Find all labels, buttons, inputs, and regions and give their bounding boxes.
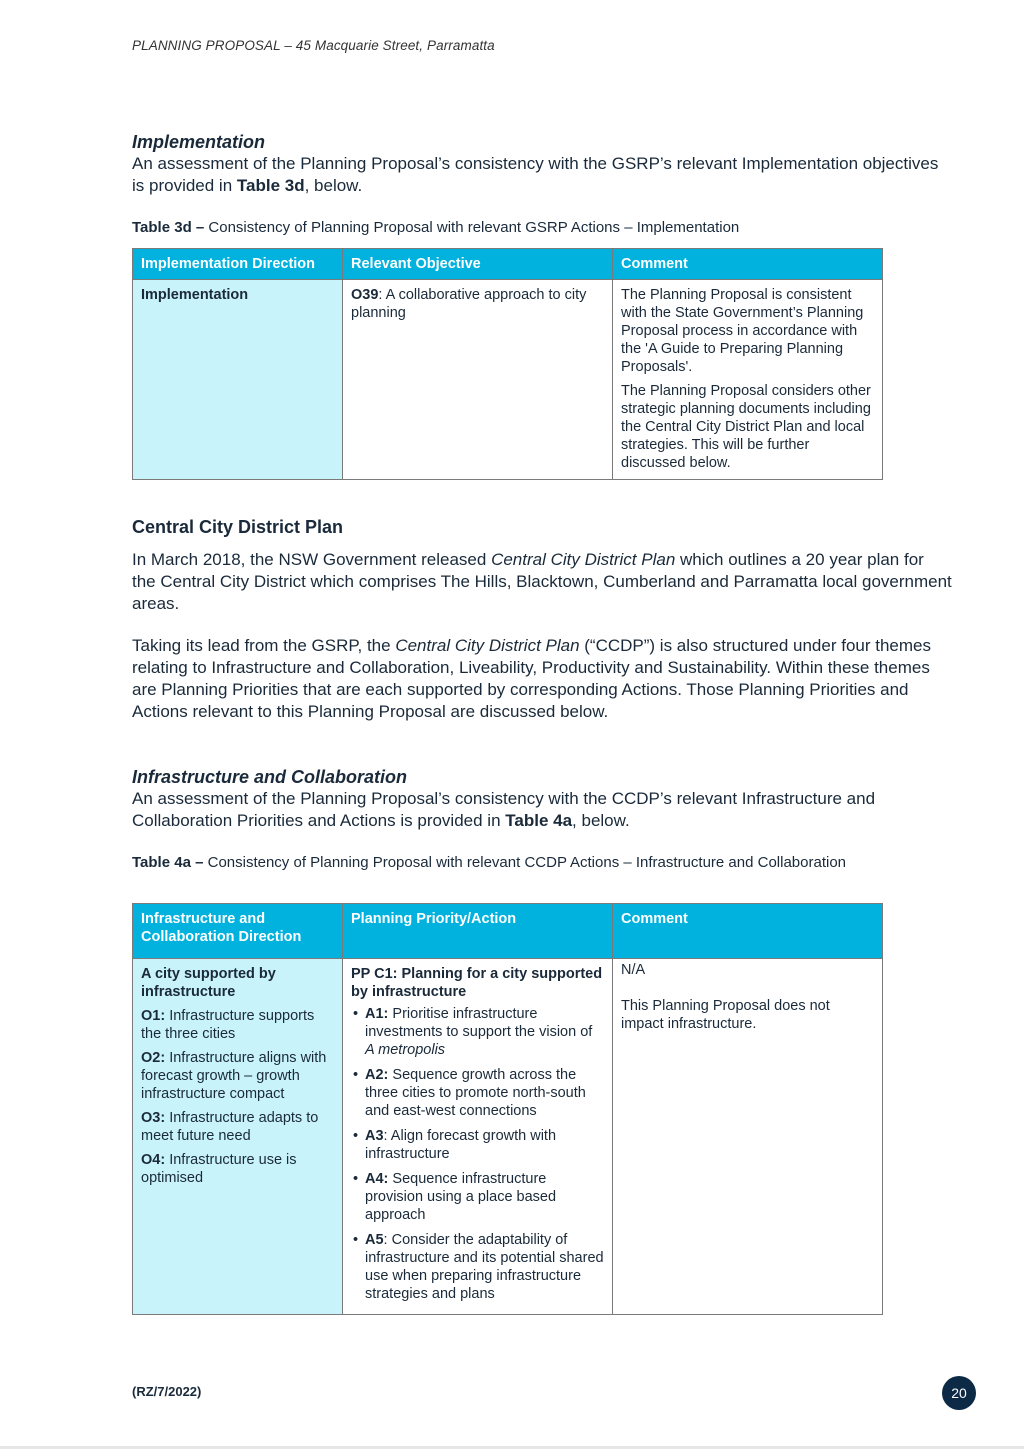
action-text: : Align forecast growth with infrastructure <box>365 1128 557 1162</box>
implementation-intro <box>132 153 952 197</box>
comment-paragraph: The Planning Proposal considers other strategic planning documents including the Central City District Plan and local strategies. This will be further discussed below. <box>621 383 871 471</box>
action-code: A1: <box>365 1006 389 1022</box>
list-item <box>365 1127 604 1163</box>
table-header-row <box>133 249 883 280</box>
comment-cell <box>613 959 883 1315</box>
direction-title <box>141 965 334 1001</box>
ccdp-paragraph-2 <box>132 635 952 722</box>
header-cell-objective: Relevant Objective <box>343 249 613 280</box>
objective-text: Infrastructure aligns with forecast growth – growth infrastructure compact <box>141 1050 327 1102</box>
ccdp-paragraph-1 <box>132 549 952 614</box>
action-code: A4: <box>365 1171 389 1187</box>
objective-text: : A collaborative approach to city planning <box>351 287 587 321</box>
objective-text: Infrastructure use is optimised <box>141 1152 297 1186</box>
caption-text: Consistency of Planning Proposal with relevant GSRP Actions – Implementation <box>204 219 740 236</box>
direction-cell <box>133 280 343 480</box>
text: In March 2018, the NSW Government released <box>132 550 492 569</box>
table-4a <box>132 903 883 1315</box>
priority-cell <box>343 959 613 1315</box>
objective-item <box>141 1109 334 1145</box>
text: which outlines a 20 year plan for the Central City District which comprises The Hills, Blacktown, Cumberland and Parramatta local government areas. <box>132 550 952 613</box>
header-cell-priority: Planning Priority/Action <box>343 904 613 959</box>
action-text: : Consider the adaptability of infrastructure and its potential shared use when preparing infrastructure strategies and plans <box>365 1232 604 1302</box>
infrastructure-section <box>132 766 952 832</box>
intro-text: An assessment of the Planning Proposal’s consistency with the GSRP’s relevant Implementation objectives is provided in <box>132 154 939 195</box>
objective-code: O1: <box>141 1008 166 1024</box>
implementation-heading: Implementation <box>132 132 266 152</box>
objective-item <box>141 1151 334 1187</box>
action-code: A5 <box>365 1232 384 1248</box>
table-reference: Table 3d <box>236 175 305 195</box>
objective-code: O3: <box>141 1110 166 1126</box>
objective-code: O4: <box>141 1152 166 1168</box>
caption-text: Consistency of Planning Proposal with relevant CCDP Actions – Infrastructure and Collaboration <box>203 854 846 871</box>
action-italic: A metropolis <box>365 1042 446 1058</box>
table-4a-caption <box>132 853 892 873</box>
intro-text-end: , below. <box>304 175 363 195</box>
running-header: PLANNING PROPOSAL – 45 Macquarie Street, Parramatta <box>132 38 495 53</box>
direction-cell <box>133 959 343 1315</box>
text: (“CCDP”) is also structured under four themes relating to Infrastructure and Collaboration, Liveability, Productivity and Sustainability. Within these themes are Planning Priorities that are each supported by corresponding Actions. Those Planning Priorities and Actions relevant to this Planning Proposal are discussed below. <box>132 636 931 721</box>
header-cell-comment: Comment <box>613 249 883 280</box>
objective-item <box>141 1007 334 1043</box>
comment-paragraph: The Planning Proposal is consistent with the State Government’s Planning Proposal process in accordance with the 'A Guide to Preparing Planning Proposals'. <box>621 287 864 375</box>
list-item <box>365 1005 604 1059</box>
ccdp-section <box>132 516 952 723</box>
objective-cell <box>343 280 613 480</box>
table-row <box>133 959 883 1315</box>
action-code: A2: <box>365 1067 389 1083</box>
comment-cell <box>613 280 883 480</box>
plan-title: Central City District Plan <box>491 550 676 569</box>
header-cell-comment: Comment <box>613 904 883 959</box>
ccdp-heading: Central City District Plan <box>132 517 344 537</box>
comment-paragraph: N/A <box>621 962 646 978</box>
action-text: Sequence growth across the three cities to promote north-south and east-west connections <box>365 1067 586 1119</box>
text: Taking its lead from the GSRP, the <box>132 636 396 656</box>
objective-item <box>141 1049 334 1103</box>
table-3d-caption <box>132 218 952 238</box>
table-reference: Table 4a <box>505 810 573 830</box>
list-item <box>365 1170 604 1224</box>
list-item <box>365 1231 604 1303</box>
objective-code: O2: <box>141 1050 166 1066</box>
document-reference: (RZ/7/2022) <box>132 1384 202 1399</box>
direction-text: Implementation <box>141 287 249 303</box>
comment-paragraph: This Planning Proposal does not impact infrastructure. <box>621 998 830 1032</box>
plan-title: Central City District Plan <box>395 636 580 656</box>
caption-label: Table 3d – <box>132 219 205 236</box>
action-text: Sequence infrastructure provision using a place based approach <box>365 1171 557 1223</box>
header-cell-direction: Infrastructure and Collaboration Direction <box>133 904 343 959</box>
action-code: A3 <box>365 1128 384 1144</box>
infrastructure-intro <box>132 788 952 832</box>
objective-text: Infrastructure adapts to meet future need <box>141 1110 319 1144</box>
table-row <box>133 280 883 480</box>
intro-text-end: , below. <box>572 810 630 830</box>
implementation-section <box>132 131 952 197</box>
objective-text: Infrastructure supports the three cities <box>141 1008 315 1042</box>
header-cell-direction: Implementation Direction <box>133 249 343 280</box>
page-number-badge: 20 <box>942 1376 976 1410</box>
list-item <box>365 1066 604 1120</box>
intro-text: An assessment of the Planning Proposal’s consistency with the CCDP’s relevant Infrastructure and Collaboration Priorities and Actions is provided in <box>132 789 876 830</box>
action-text: Prioritise infrastructure investments to support the vision of <box>365 1006 593 1040</box>
priority-title: PP C1: Planning for a city supported by infrastructure <box>351 966 603 1000</box>
direction-title-text: A city supported by infrastructure <box>141 966 276 1000</box>
table-header-row <box>133 904 883 959</box>
caption-label: Table 4a – <box>132 854 204 871</box>
objective-code: O39 <box>351 287 379 303</box>
action-list <box>351 1005 604 1303</box>
table-3d <box>132 248 883 480</box>
infrastructure-heading: Infrastructure and Collaboration <box>132 767 408 787</box>
